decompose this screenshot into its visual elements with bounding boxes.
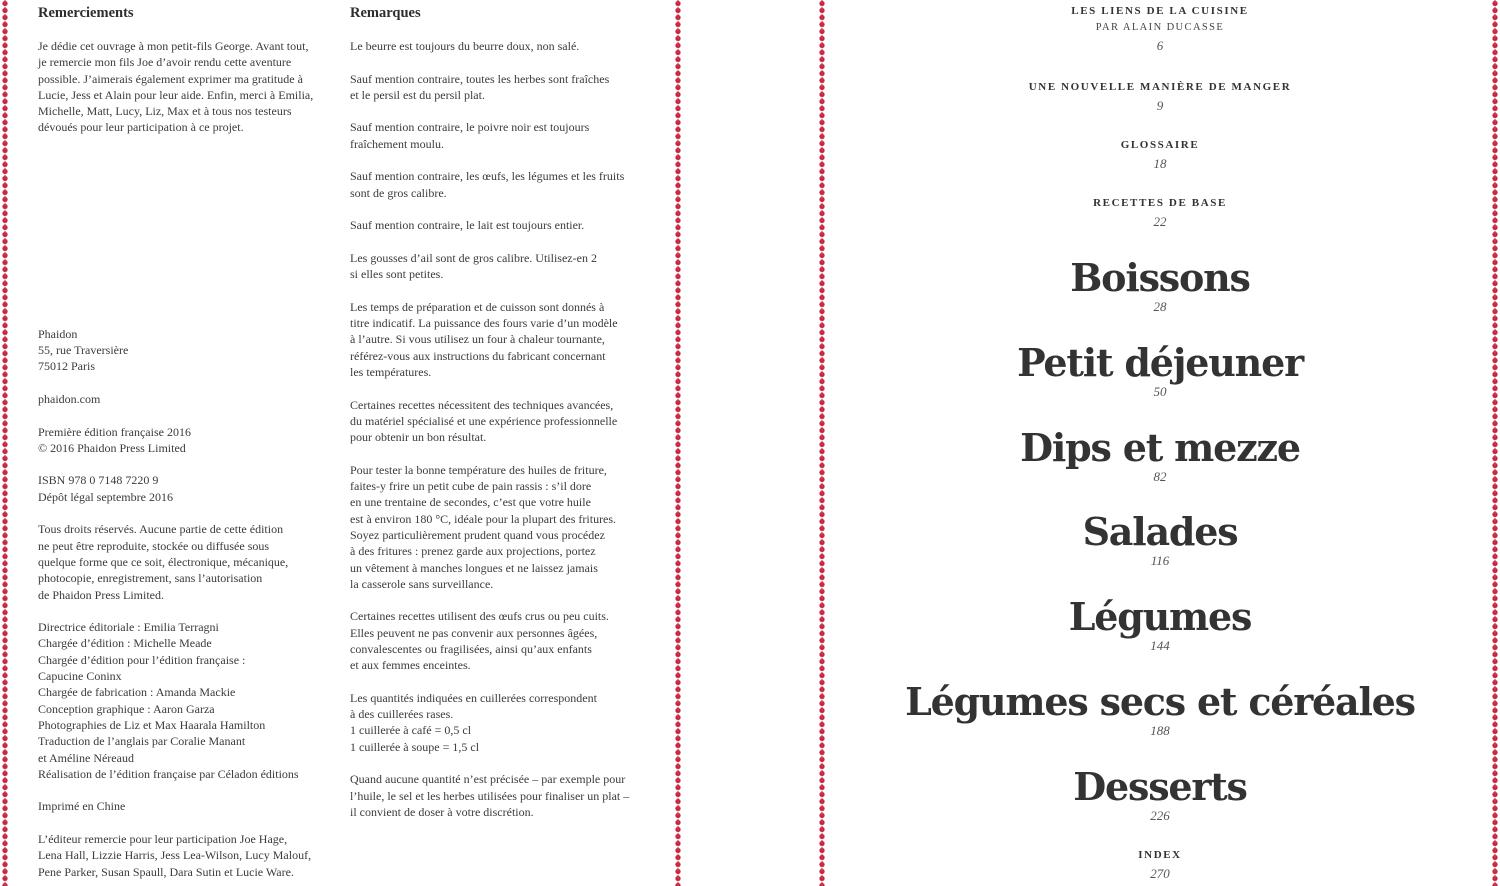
text-line: dévoués pour leur participation à ce projet. (38, 120, 244, 135)
text-line: Je dédie cet ouvrage à mon petit-fils George. Avant tout, (38, 39, 309, 53)
left-star-border (0, 0, 10, 886)
toc-chapter[interactable] (830, 595, 1490, 653)
text-line: un vêtement à manches longues et ne laissez jamais (350, 560, 598, 575)
text-line: et le persil est du persil plat. (350, 87, 485, 102)
center-right-star-border (817, 0, 827, 886)
text-line: Certaines recettes utilisent des œufs crus ou peu cuits. (350, 609, 609, 624)
printed-in (38, 798, 328, 814)
toc-page-number: 270 (1150, 866, 1170, 881)
text-line: Sauf mention contraire, le lait est toujours entier. (350, 218, 585, 233)
note-paragraph (350, 217, 650, 233)
text-line: Pene Parker, Susan Spaull, Dara Sutin et Lucie Ware. (38, 864, 294, 879)
toc-intro-subtitle: PAR ALAIN DUCASSE (1095, 22, 1225, 33)
text-line: Elles peuvent ne pas convenir aux personnes âgées, (350, 625, 598, 640)
toc-page-number: 6 (1156, 38, 1164, 53)
text-line: Soyez particulièrement prudent quand vous procédez (350, 527, 605, 542)
text-line: si elles sont petites. (350, 267, 444, 282)
note-paragraph (350, 119, 650, 152)
toc-chapter-title: Légumes secs et céréales (905, 679, 1415, 724)
spacer (38, 136, 328, 326)
toc-chapter[interactable] (830, 680, 1490, 738)
publisher-website (38, 391, 328, 407)
text-line: Les temps de préparation et de cuisson sont donnés à (350, 299, 605, 314)
text-line: Sauf mention contraire, toutes les herbes sont fraîches (350, 71, 610, 86)
text-line: titre indicatif. La puissance des fours varie d’un modèle (350, 316, 618, 331)
toc-intro[interactable] (830, 5, 1490, 53)
text-line: ne peut être reproduite, stockée ou diffusée sous (38, 538, 270, 553)
toc-section-title: RECETTES DE BASE (1093, 197, 1227, 209)
text-line: les températures. (350, 364, 432, 379)
toc-section[interactable] (830, 81, 1490, 113)
text-line: Phaidon (38, 326, 78, 341)
center-left-star-border (673, 0, 683, 886)
note-paragraph (350, 397, 650, 446)
text-line: référez-vous aux instructions du fabricant concernant (350, 348, 606, 363)
text-line: 55, rue Traversière (38, 343, 129, 358)
acknowledgements-heading: Remerciements (38, 5, 134, 21)
toc-intro-title: LES LIENS DE LA CUISINE (1071, 5, 1249, 17)
toc-chapter-title: Desserts (1073, 764, 1247, 809)
text-line: en une trentaine de secondes, c’est que votre huile (350, 495, 591, 510)
toc-index-title: INDEX (1138, 849, 1182, 861)
text-line: à des cuillerées rases. (350, 707, 454, 722)
text-line: Tous droits réservés. Aucune partie de cette édition (38, 522, 284, 537)
text-line: © 2016 Phaidon Press Limited (38, 440, 186, 455)
toc-page-number: 144 (1150, 638, 1170, 653)
text-line: Sauf mention contraire, les œufs, les légumes et les fruits (350, 169, 625, 184)
text-line: Lucie, Jess et Alain pour leur aide. Enfin, merci à Emilia, (38, 87, 314, 102)
text-line: Quand aucune quantité n’est précisée – par exemple pour (350, 772, 626, 787)
acknowledgements-column (38, 5, 328, 880)
right-star-border (1490, 0, 1500, 886)
text-line: Réalisation de l’édition française par Céladon éditions (38, 766, 299, 781)
text-line: Sauf mention contraire, le poivre noir est toujours (350, 120, 590, 135)
toc-page-number: 82 (1153, 469, 1167, 484)
edition-info (38, 424, 328, 457)
text-line: du matériel spécialisé et une expérience professionnelle (350, 413, 618, 428)
text-line: 1 cuillerée à soupe = 1,5 cl (350, 739, 480, 754)
toc-page-number: 18 (1153, 156, 1167, 171)
note-paragraph (350, 462, 650, 592)
text-line: et Améline Néreaud (38, 750, 134, 765)
text-line: Chargée de fabrication : Amanda Mackie (38, 685, 236, 700)
text-line: Chargée d’édition : Michelle Meade (38, 636, 212, 651)
note-paragraph (350, 299, 650, 380)
toc-chapter-title: Dips et mezze (1020, 425, 1300, 470)
text-line: sont de gros calibre. (350, 185, 447, 200)
toc-chapter[interactable] (830, 341, 1490, 399)
toc-chapter[interactable] (830, 510, 1490, 568)
note-paragraph (350, 71, 650, 104)
text-line: Traduction de l’anglais par Coralie Manant (38, 734, 246, 749)
note-paragraph (350, 38, 650, 54)
toc-chapter-title: Salades (1082, 509, 1238, 554)
text-line: possible. J’aimerais également exprimer ma gratitude à (38, 71, 303, 86)
text-line: à des fritures : prenez garde aux projections, portez (350, 544, 596, 559)
note-paragraph (350, 168, 650, 201)
toc-index[interactable] (830, 849, 1490, 881)
text-line: Certaines recettes nécessitent des techniques avancées, (350, 397, 614, 412)
note-paragraph (350, 608, 650, 673)
text-line: Les gousses d’ail sont de gros calibre. Utilisez-en 2 (350, 250, 597, 265)
toc-chapter-title: Boissons (1070, 255, 1250, 300)
toc-section[interactable] (830, 139, 1490, 171)
text-line: Photographies de Liz et Max Haarala Hamilton (38, 717, 266, 732)
toc-section[interactable] (830, 197, 1490, 229)
notes-body (350, 38, 650, 820)
text-line: et aux femmes enceintes. (350, 658, 471, 673)
publisher-thanks (38, 831, 328, 880)
toc-page-number: 22 (1153, 214, 1167, 229)
text-line: Chargée d’édition pour l’édition française : (38, 652, 246, 667)
text-line: Les quantités indiquées en cuillerées correspondent (350, 690, 597, 705)
note-paragraph (350, 690, 650, 755)
text-line: Le beurre est toujours du beurre doux, non salé. (350, 39, 580, 53)
toc-page-number: 188 (1150, 723, 1170, 738)
text-line: la casserole sans surveillance. (350, 576, 494, 591)
toc-page-number: 28 (1153, 299, 1167, 314)
text-line: faites-y frire un petit cube de pain rassis : s’il dore (350, 479, 592, 494)
text-line: il convient de doser à votre discrétion. (350, 804, 534, 819)
text-line: est à environ 180 °C, idéale pour la plupart des fritures. (350, 511, 617, 526)
text-line: ISBN 978 0 7148 7220 9 (38, 473, 159, 488)
text-line: Lena Hall, Lizzie Harris, Jess Lea-Wilson, Lucy Malouf, (38, 848, 312, 863)
toc-chapter-title: Légumes (1068, 594, 1252, 639)
text-line: Capucine Coninx (38, 669, 122, 684)
credits (38, 619, 328, 782)
note-paragraph (350, 250, 650, 283)
text-line: Conception graphique : Aaron Garza (38, 701, 215, 716)
text-line: de Phaidon Press Limited. (38, 587, 164, 602)
acknowledgements-text (38, 38, 328, 136)
text-line: Imprimé en Chine (38, 799, 126, 814)
toc-page-number: 116 (1150, 553, 1170, 568)
toc-chapter-title: Petit déjeuner (1017, 340, 1303, 385)
note-paragraph (350, 771, 650, 820)
text-line: fraîchement moulu. (350, 136, 444, 151)
rights-notice (38, 521, 328, 602)
toc-chapter[interactable] (830, 426, 1490, 484)
text-line: Dépôt légal septembre 2016 (38, 489, 173, 504)
text-line: photocopie, enregistrement, sans l’autorisation (38, 571, 263, 586)
text-line: l’huile, le sel et les herbes utilisées pour finaliser un plat – (350, 788, 630, 803)
text-line: je remercie mon fils Joe d’avoir rendu cette aventure (38, 55, 292, 70)
text-line: à l’autre. Si vous utilisez un four à chaleur tournante, (350, 332, 605, 347)
toc-page-number: 9 (1156, 98, 1164, 113)
toc-chapter[interactable] (830, 256, 1490, 314)
text-line: 75012 Paris (38, 359, 95, 374)
toc-chapter[interactable] (830, 765, 1490, 823)
publisher-address (38, 326, 328, 375)
text-line: Directrice éditoriale : Emilia Terragni (38, 620, 219, 635)
text-line: quelque forme que ce soit, électronique, mécanique, (38, 554, 289, 569)
text-line: pour obtenir un bon résultat. (350, 430, 487, 445)
text-line: 1 cuillerée à café = 0,5 cl (350, 723, 472, 738)
notes-column (350, 5, 650, 820)
notes-heading: Remarques (350, 5, 421, 21)
text-line: convalescentes ou fragilisées, ainsi qu’aux enfants (350, 641, 592, 656)
text-line: L’éditeur remercie pour leur participation Joe Hage, (38, 831, 288, 846)
text-line: Pour tester la bonne température des huiles de friture, (350, 462, 607, 477)
toc-page-number: 50 (1153, 384, 1167, 399)
toc-section-title: UNE NOUVELLE MANIÈRE DE MANGER (1028, 81, 1292, 93)
toc-section-title: GLOSSAIRE (1120, 139, 1200, 151)
text-line: Première édition française 2016 (38, 424, 191, 439)
text-line: Michelle, Matt, Lucy, Liz, Max et à tous nos testeurs (38, 104, 292, 119)
toc-page-number: 226 (1150, 808, 1170, 823)
text-line: phaidon.com (38, 391, 101, 406)
isbn-info (38, 472, 328, 505)
